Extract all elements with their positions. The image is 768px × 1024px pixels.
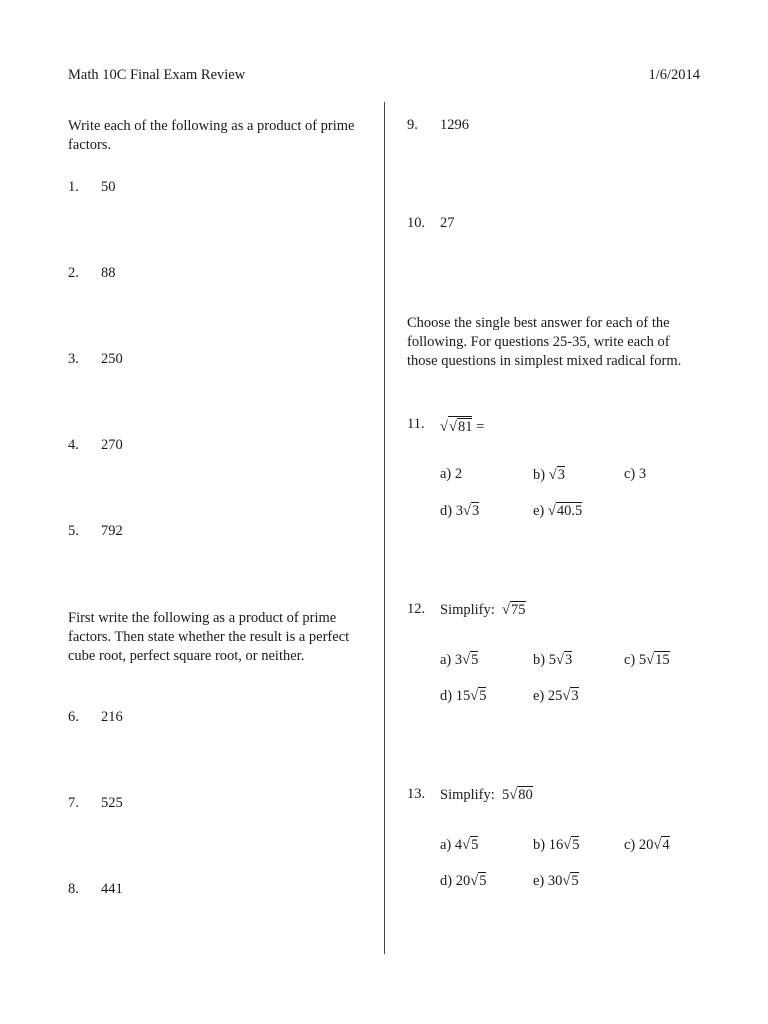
question-number: 6. (68, 709, 79, 725)
question-1 (68, 179, 368, 199)
question-value: 792 (101, 523, 123, 539)
choice-b[interactable]: b) √3 (533, 467, 565, 483)
choice-c[interactable]: c) 20√4 (624, 837, 670, 853)
radicand: 80 (518, 787, 533, 803)
radical-expression: √5 (562, 873, 579, 889)
radicand: 5 (479, 873, 487, 889)
question-value: 270 (101, 437, 123, 453)
question-12 (407, 601, 707, 621)
question-value: 1296 (440, 117, 469, 133)
question-number: 11. (407, 416, 425, 432)
radicand: 81 (457, 419, 473, 435)
radical-expression: √5 (470, 688, 487, 704)
question-number: 10. (407, 215, 426, 231)
question-value: 88 (101, 265, 116, 281)
question-number: 3. (68, 351, 79, 367)
coefficient: 25 (547, 688, 563, 704)
radical-expression: √15 (646, 652, 670, 668)
choice-value: 3 (638, 466, 647, 482)
question-7 (68, 795, 368, 815)
coefficient: 3 (455, 503, 463, 519)
question-number: 2. (68, 265, 79, 281)
radicand: 3 (471, 503, 480, 519)
instructions-multiple-choice: Choose the single best answer for each of the following. For questions 25-35, write each of those questions in simplest mixed radical form. (407, 315, 682, 369)
instructions-perfect-roots: First write the following as a product of prime factors. Then state whether the result is a perfect cube root, perfect square root, or neither. (68, 610, 350, 664)
radicand: 3 (564, 652, 573, 668)
question-9 (407, 117, 707, 137)
question-number: 1. (68, 179, 79, 195)
choice-a[interactable]: a) 4√5 (440, 837, 479, 853)
radicand: 4 (662, 837, 670, 853)
radical-expression: √5 (462, 652, 479, 668)
radicand: 15 (655, 652, 670, 668)
radical-expression: √40.5 (547, 503, 583, 519)
choice-d[interactable]: d) 20√5 (440, 873, 487, 889)
question-5 (68, 523, 368, 543)
choice-e[interactable]: e) 30√5 (533, 873, 579, 889)
question-number: 8. (68, 881, 79, 897)
question-number: 4. (68, 437, 79, 453)
question-number: 5. (68, 523, 79, 539)
choice-d[interactable]: d) 3√3 (440, 503, 480, 519)
question-expression: Simplify: 5√80 (440, 787, 533, 803)
choice-a[interactable]: a) 3√5 (440, 652, 479, 668)
question-4 (68, 437, 368, 457)
choice-value: 2 (454, 466, 463, 482)
page-title: Math 10C Final Exam Review (68, 67, 246, 83)
coefficient: 30 (547, 873, 563, 889)
radical-expression: √3 (548, 467, 565, 483)
choice-e[interactable]: e) √40.5 (533, 503, 583, 519)
question-expression: Simplify: √75 (440, 602, 526, 618)
radical-expression: √3 (562, 688, 579, 704)
coefficient: 5 (548, 652, 556, 668)
radical-expression: √5 (462, 837, 479, 853)
question-number: 9. (407, 117, 418, 133)
radical-expression: √4 (653, 837, 670, 853)
radicand: 3 (571, 688, 579, 704)
choice-c[interactable]: c) 3 (624, 466, 647, 482)
question-number: 13. (407, 786, 426, 802)
radicand: 5 (471, 652, 479, 668)
question-value: 525 (101, 795, 123, 811)
coefficient: 20 (455, 873, 471, 889)
instructions-prime-factors: Write each of the following as a product of prime factors. (68, 118, 355, 153)
coefficient: 15 (455, 688, 471, 704)
question-number: 12. (407, 601, 426, 617)
page-date: 1/6/2014 (648, 67, 700, 83)
radicand: 3 (557, 467, 565, 483)
column-divider (384, 102, 385, 954)
coefficient: 5 (502, 787, 510, 803)
choice-d[interactable]: d) 15√5 (440, 688, 487, 704)
radicand: 40.5 (556, 503, 583, 519)
question-3 (68, 351, 368, 371)
radicand: 5 (479, 688, 487, 704)
question-11 (407, 416, 707, 436)
choice-b[interactable]: b) 5√3 (533, 652, 573, 668)
coefficient: 5 (638, 652, 647, 668)
question-2 (68, 265, 368, 285)
radicand: 5 (572, 837, 580, 853)
coefficient: 16 (548, 837, 564, 853)
coefficient: 3 (454, 652, 463, 668)
radical-expression: √√81 (440, 416, 472, 436)
question-13 (407, 786, 707, 806)
coefficient: 20 (638, 837, 654, 853)
question-value: 50 (101, 179, 116, 195)
question-value: 441 (101, 881, 123, 897)
choice-c[interactable]: c) 5√15 (624, 652, 670, 668)
radical-expression: √3 (462, 503, 480, 519)
question-value: 27 (440, 215, 455, 231)
question-number: 7. (68, 795, 79, 811)
question-value: 216 (101, 709, 123, 725)
question-6 (68, 709, 368, 729)
question-8 (68, 881, 368, 901)
choice-a[interactable]: a) 2 (440, 466, 463, 482)
choice-e[interactable]: e) 25√3 (533, 688, 579, 704)
question-value: 250 (101, 351, 123, 367)
radicand: 5 (571, 873, 579, 889)
question-expression (440, 416, 484, 436)
coefficient: 4 (454, 837, 463, 853)
radical-expression: √80 (509, 787, 533, 803)
radicand: 75 (511, 602, 526, 618)
radical-expression: √3 (555, 652, 573, 668)
radical-expression: √5 (470, 873, 487, 889)
radical-expression: √75 (502, 602, 526, 618)
radical-expression: √5 (563, 837, 580, 853)
equals-sign: = (472, 419, 485, 435)
question-10 (407, 215, 707, 235)
choice-b[interactable]: b) 16√5 (533, 837, 580, 853)
radicand: 5 (471, 837, 479, 853)
